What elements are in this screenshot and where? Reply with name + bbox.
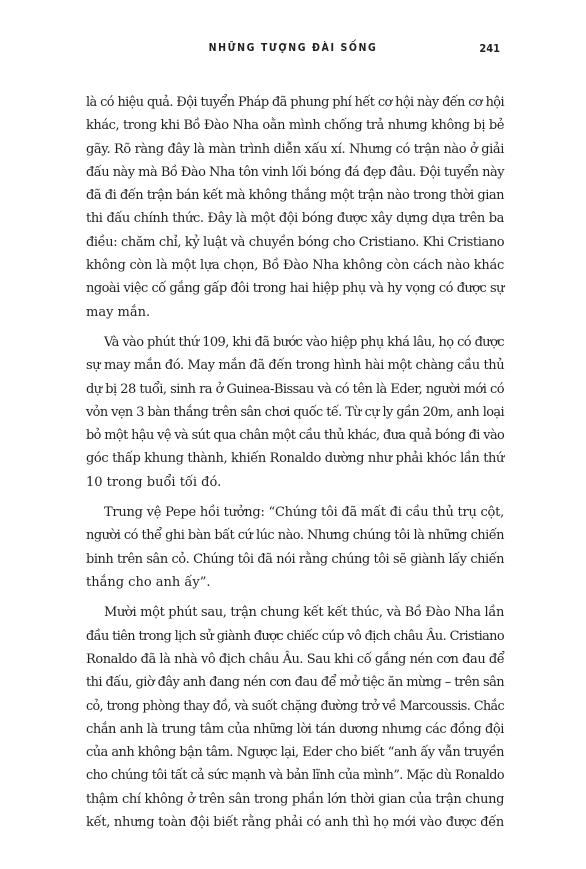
text-line: Mười một phút sau, trận chung kết kết thúc, và Bồ Đào Nha lần [104,605,504,621]
paragraph-1 [86,91,504,324]
text-line: cỏ, trong phòng thay đồ, và suốt chặng đường trở về Marcoussis. Chắc [86,698,504,714]
paragraph-2 [86,331,504,494]
text-line: chắn anh là trung tâm của những lời tán dương nhưng các đồng đội [86,721,504,737]
text-line: thi đấu, giờ đây anh đang nén cơn đau để mở tiệc ăn mừng – trên sân [86,675,504,691]
text-line: Ronaldo đã là nhà vô địch châu Âu. Sau khi cố gắng nén cơn đau để [86,651,505,667]
text-line: người có thể ghi bàn bất cứ lúc nào. Nhưng chúng tôi là những chiến [86,528,504,544]
text-line: Và vào phút thứ 109, khi đã bước vào hiệp phụ khá lâu, họ có được [104,334,504,350]
text-line: vỏn vẹn 3 bàn thắng trên sân chơi quốc tế. Từ cự ly gần 20m, anh loại [86,404,504,420]
text-line: Trung vệ Pepe hồi tưởng: “Chúng tôi đã mất đi cầu thủ trụ cột, [104,505,504,521]
text-line: dự bị 28 tuổi, sinh ra ở Guinea-Bissau và có tên là Eder, người mới có [86,381,504,397]
text-line: ngoài việc cố gắng gấp đôi trong hai hiệp phụ và hy vọng có được sự [86,281,504,297]
text-line: của anh không bận tâm. Ngược lại, Eder cho biết “anh ấy vẫn truyền [86,745,504,761]
text-line: may mắn. [86,304,151,320]
paragraph-4 [86,601,504,834]
text-line: bỏ một hậu vệ và sút qua chân một cầu thủ khác, đưa quả bóng đi vào [86,428,505,444]
body-text [86,91,504,834]
text-line: cho chúng tôi tất cả sức mạnh và bản lĩnh của mình”. Mặc dù Ronaldo [86,768,504,784]
page-header [0,38,586,60]
text-line: là có hiệu quả. Đội tuyển Pháp đã phung phí hết cơ hội này đến cơ hội [86,95,504,110]
text-line: đấu này mà Bồ Đào Nha tôn vinh lối bóng đá đẹp đâu. Đội tuyển này [86,164,504,180]
text-line: đã đi đến trận bán kết mà không thắng một trận nào trong thời gian [86,188,504,204]
text-line: thi đấu chính thức. Đây là một đội bóng được xây dựng dựa trên ba [86,211,504,227]
page-number: 241 [479,42,500,55]
paragraph-3 [86,501,504,594]
text-line: sự may mắn đó. May mắn đã đến trong hình hài một chàng cầu thủ [86,358,505,374]
text-line: đầu tiên trong lịch sử giành được chiếc cúp vô địch châu Âu. Cristiano [86,628,505,644]
text-line: gãy. Rõ ràng đây là màn trình diễn xấu xí. Nhưng có trận nào ở giải [86,141,504,157]
text-line: kết, nhưng toàn đội biết rằng phải có anh thì họ mới vào được đến [86,814,504,830]
running-title: NHỮNG TƯỢNG ĐÀI SỐNG [208,42,378,54]
text-line: thậm chí không ở trên sân trong phần lớn thời gian của trận chung [86,791,504,807]
text-line: khác, trong khi Bồ Đào Nha oằn mình chống trả nhưng không bị bẻ [86,118,504,134]
text-line: không còn là một lựa chọn, Bồ Đào Nha không còn cách nào khác [86,258,504,274]
text-line: góc thấp khung thành, khiến Ronaldo dường như phải khóc lần thứ [86,451,504,467]
text-line: thắng cho anh ấy”. [86,574,211,590]
text-line: 10 trong buổi tối đó. [86,474,222,490]
text-line: binh trên sân cỏ. Chúng tôi đã nói rằng chúng tôi sẽ giành lấy chiến [86,551,504,567]
text-line: điều: chăm chỉ, kỷ luật và chuyền bóng cho Cristiano. Khi Cristiano [86,234,505,250]
